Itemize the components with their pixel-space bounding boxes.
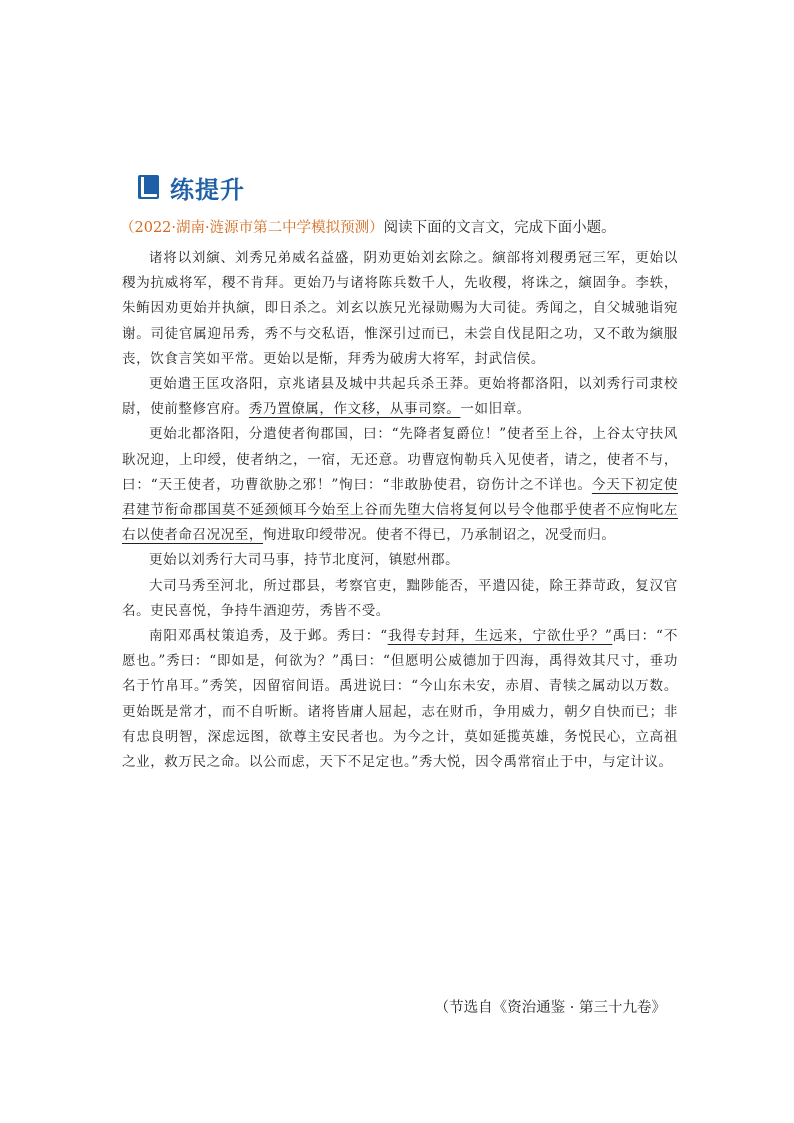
question-instruction: 阅读下面的文言文，完成下面小题。 (383, 220, 616, 236)
paragraph-5: 大司马秀至河北，所过郡县，考察官吏，黜陟能否，平遣囚徒，除王莽苛政，复汉官名。吏民喜悦，争持牛酒迎劳，秀皆不受。 (122, 577, 678, 619)
paragraph-2-text-a: 更始遣王匡攻洛阳，京兆诸县及城中共起兵杀王莽。更始将都洛阳，以刘秀行司隶校尉，使前整修宫府。 (122, 376, 678, 418)
section-heading (136, 170, 245, 204)
underlined-sentence-1: 秀乃置僚属，作文移，从事司察。 (248, 401, 461, 418)
paragraph-6-text-a: 南阳邓禹杖策追秀，及于邺。秀曰：“ (149, 628, 388, 645)
question-intro (120, 216, 680, 240)
underlined-sentence-3: 我得专封拜，生远来，宁欲仕乎？” (387, 628, 613, 645)
underlined-sentence-2: 今天下初定使君建节衔命郡国莫不延颈倾耳今始至上谷而先堕大信将复何以号令他郡乎使者不应恂叱左右以使者命召况况至， (122, 476, 678, 544)
paragraph-3-text-b: 恂进取印绶带况。使者不得已，乃承制诏之，况受而归。 (263, 527, 616, 544)
paragraph-2-text-b: 一如旧章。 (460, 401, 531, 418)
paragraph-3 (122, 422, 678, 548)
paragraph-1: 诸将以刘縯、刘秀兄弟威名益盛，阴劝更始刘玄除之。縯部将刘稷勇冠三军，更始以稷为抗威将军，稷不肯拜。更始乃与诸将陈兵数千人，先收稷，将诛之，縯固争。李轶，朱鲔因劝更始并执縯，即日杀之。刘玄以族兄光禄勋赐为大司徒。秀闻之，自父城驰诣宛谢。司徒官属迎吊秀，秀不与交私语，惟深引过而已，未尝自伐昆阳之功，又不敢为縯服丧，饮食言笑如平常。更始以是惭，拜秀为破虏大将军，封武信侯。 (122, 250, 678, 367)
paragraph-6 (122, 624, 678, 775)
classical-passage (122, 246, 678, 775)
paragraph-3-text-a: 更始北都洛阳，分遣使者徇郡国，曰：“先降者复爵位！”使者至上谷，上谷太守扶风耿况迎，上印绶，使者纳之，一宿，无还意。功曹寇恂勒兵入见使者，请之，使者不与，曰：“天王使者，功曹欲胁之邪！”恂曰：“非敢胁使君，窃伤计之不详也。 (122, 426, 678, 493)
paragraph-6-text-b: 禹曰：“不愿也。”秀曰：“即如是，何欲为？”禹曰：“但愿明公威德加于四海，禹得效其尺寸，垂功名于竹帛耳。”秀笑，因留宿间语。禹进说曰：“今山东未安，赤眉、青犊之属动以万数。更始既是常才，而不自听断。诸将皆庸人屈起，志在财币，争用威力，朝夕自快而已；非有忠良明智，深虑远图，欲尊主安民者也。为今之计，莫如延揽英雄，务悦民心，立高祖之业，救万民之命。以公而虑，天下不足定也。”秀大悦，因令禹常宿止于中，与定计议。 (122, 628, 678, 771)
question-source: （2022·湖南·涟源市第二中学模拟预测） (120, 220, 384, 236)
paragraph-4: 更始以刘秀行大司马事，持节北度河，镇慰州郡。 (149, 552, 460, 569)
book-icon (136, 173, 162, 201)
heading-title: 练提升 (170, 175, 245, 204)
source-citation: （节选自《资治通鉴 · 第三十九卷》 (434, 1000, 666, 1016)
paragraph-2 (122, 372, 678, 422)
